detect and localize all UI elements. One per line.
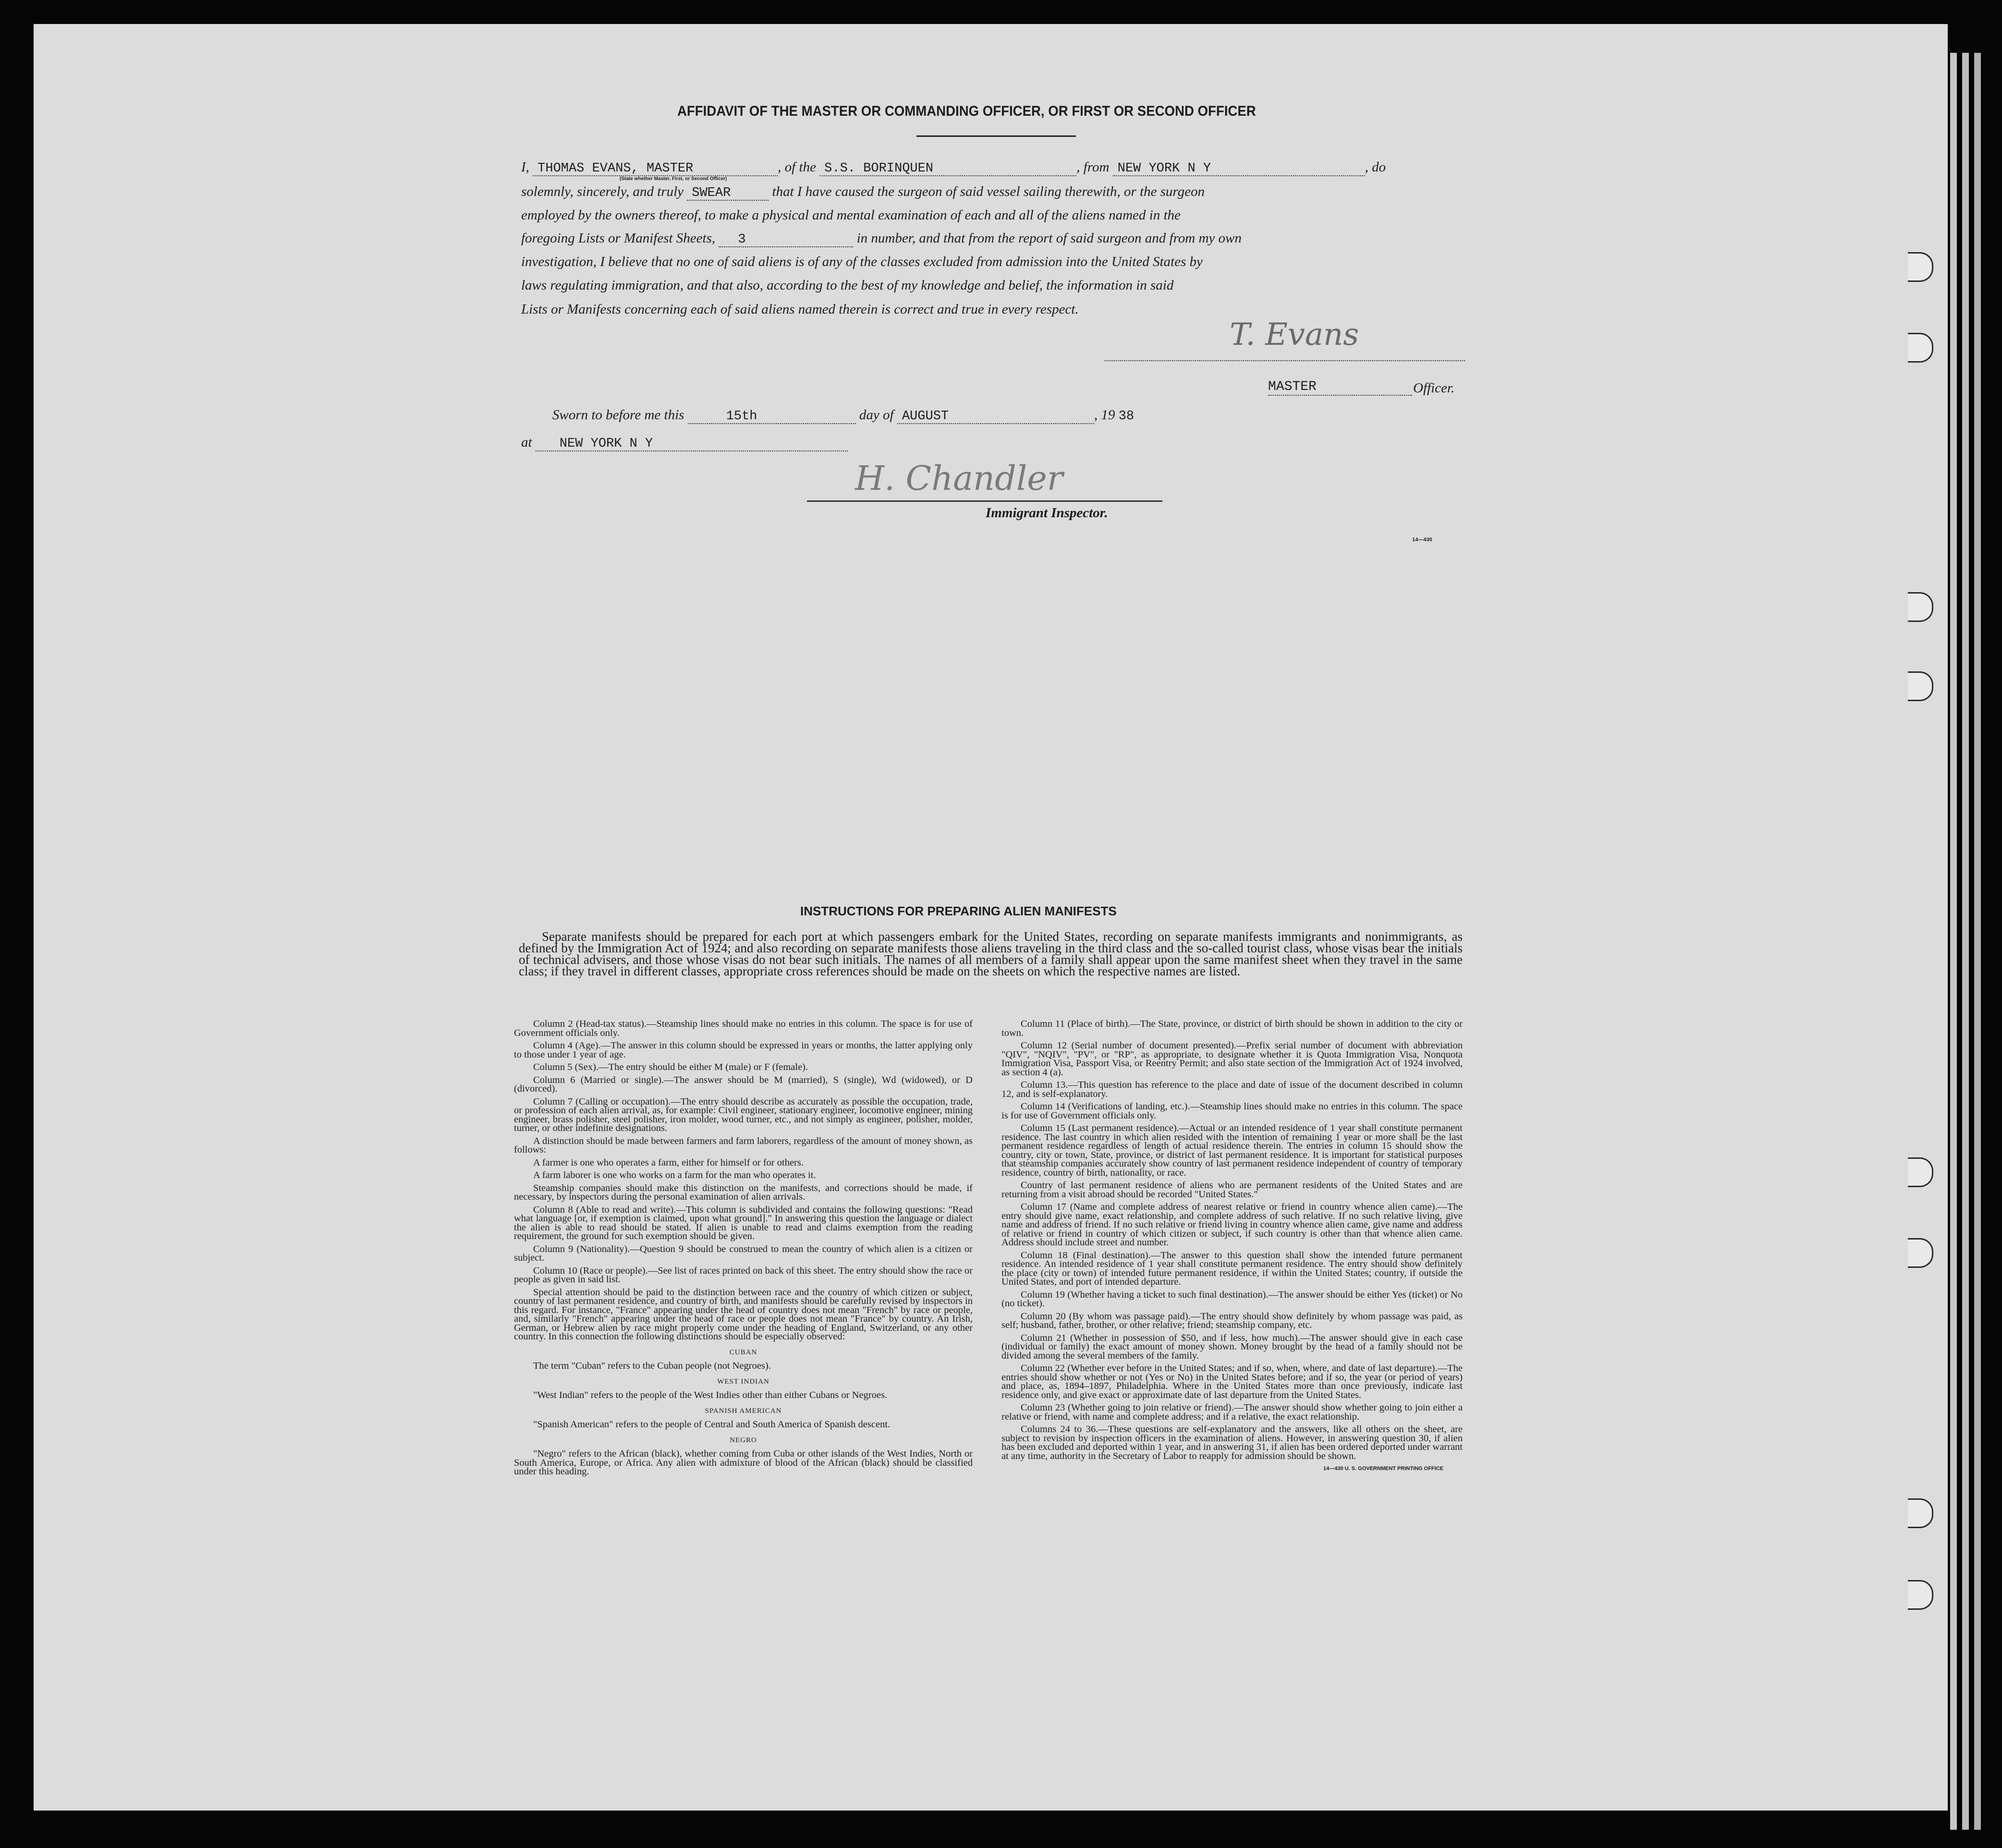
sworn-month-field: AUGUST (897, 410, 1094, 424)
instruction-paragraph: A farmer is one who operates a farm, either for himself or for others. (533, 1157, 804, 1168)
do-label: , do (1365, 159, 1386, 175)
signature-line (1105, 360, 1465, 361)
from-label: , from (1076, 159, 1110, 175)
inspector-signature: H. Chandler (855, 459, 1063, 498)
rank-line (1268, 395, 1412, 396)
instruction-paragraph: Column 8 (Able to read and write).—This column is subdivided and contains the following questions: "Read what language [or, if exemption is claimed, upon what ground]." In answering this question the language or dialect the alien is able to read should be stated. If alien is unable to read and claims exemption from the reading requirement, the ground for such exemption should be given. (514, 1204, 973, 1241)
subheading-spanish-american: SPANISH AMERICAN (705, 1407, 782, 1415)
instruction-paragraph: Column 14 (Verifications of landing, etc.).—Steamship lines should make no entries in this column. The space is for use of Government officials only. (1001, 1101, 1463, 1121)
instruction-paragraph: Column 6 (Married or single).—The answer should be M (married), S (single), Wd (widowed), or D (divorced). (514, 1074, 973, 1094)
affidavit-line-1 (521, 160, 1386, 176)
affidavit-line-5: investigation, I believe that no one of said aliens is of any of the classes excluded from admission into the United States by (521, 254, 1203, 269)
affidavit-text: foregoing Lists or Manifest Sheets, (521, 231, 716, 246)
subheading-cuban: CUBAN (729, 1348, 757, 1356)
instruction-paragraph: Column 11 (Place of birth).—The State, province, or district of birth should be shown in addition to the city or town. (1001, 1019, 1463, 1038)
subheading-west-indian: WEST INDIAN (717, 1377, 769, 1386)
instructions-title: INSTRUCTIONS FOR PREPARING ALIEN MANIFESTS (800, 904, 1117, 918)
departure-port-field: NEW YORK N Y (1113, 162, 1365, 176)
day-of-label: day of (859, 407, 894, 423)
page-edge (1974, 53, 1981, 1830)
instruction-paragraph: Column 19 (Whether having a ticket to such final destination).—The answer should be either Yes (ticket) or No (no ticket). (1001, 1289, 1463, 1309)
officer-rank-hint: (State whether Master, First, or Second Officer) (620, 176, 727, 182)
sworn-line (552, 408, 1134, 424)
at-label: at (521, 435, 532, 450)
affidavit-text: in number, and that from the report of said surgeon and from my own (856, 231, 1242, 246)
instruction-paragraph: Columns 24 to 36.—These questions are self-explanatory and the answers, like all others on the sheet, are subject to revision by inspection officers in the examination of aliens. However, in answering question 30, if alien has been excluded and deported within 1 year, and in answering 31, if alien has been ordered deported under warrant at any time, authority in the Secretary of Labor to reapply for admission should be shown. (1001, 1424, 1463, 1461)
sheet-count-field: 3 (719, 233, 853, 247)
master-signature: T. Evans (1230, 317, 1359, 353)
instruction-paragraph: "Negro" refers to the African (black), whether coming from Cuba or other islands of the West Indies, North or South America, Europe, or Africa. Any alien with admixture of blood of the African (black) should be classified under this heading. (514, 1448, 973, 1477)
sworn-label: Sworn to before me this (552, 407, 684, 423)
affidavit-text: that I have caused the surgeon of said vessel sailing therewith, or the surgeon (772, 184, 1205, 199)
instruction-paragraph: Column 13.—This question has reference to the place and date of issue of the document described in column 12, and is self-explanatory. (1001, 1080, 1463, 1099)
instruction-paragraph: Column 12 (Serial number of document presented).—Prefix serial number of document with abbreviation "QIV", "NQIV", "PV", or "RP", as appropriate, to designate whether it is Quota Immigration Visa, Nonquota Immigration Visa, Passport Visa, or Reentry Permit; and also state section of the Immigration Act of 1924 involved, as section 4 (a). (1001, 1040, 1463, 1078)
binder-hole (1908, 1157, 1933, 1187)
binder-hole (1908, 1498, 1933, 1528)
of-the-label: , of the (778, 159, 816, 175)
intro-pronoun: I, (521, 159, 529, 175)
instruction-paragraph: Column 21 (Whether in possession of $50, and if less, how much).—The answer should give in each case (individual or family) the exact amount of money shown. Money brought by the head of a family should not be divided among the several members of the family. (1001, 1332, 1463, 1361)
instruction-paragraph: Column 15 (Last permanent residence).—Actual or an intended residence of 1 year shall constitute permanent residence. The last country in which alien resided with the intention of remaining 1 year or more shall be the last permanent residence regardless of length of actual residence therein. The entries in column 15 should show the country, city or town, State, province, or district of last permanent residence. It is important for statistical purposes that steamship companies accurately show country of last permanent residence independent of country of temporary residence, country of birth, nationality, or race. (1001, 1123, 1463, 1178)
affidavit-line-7: Lists or Manifests concerning each of said aliens named therein is correct and true in every respect. (521, 302, 1079, 317)
instruction-paragraph: The term "Cuban" refers to the Cuban people (not Negroes). (533, 1361, 771, 1371)
binder-hole (1908, 671, 1933, 701)
year-prefix: , 19 (1094, 407, 1115, 423)
instruction-paragraph: "West Indian" refers to the people of the West Indies other than either Cubans or Negroes. (533, 1390, 888, 1400)
instruction-paragraph: Column 9 (Nationality).—Question 9 should be construed to mean the country of which alien is a citizen or subject. (514, 1243, 973, 1263)
instruction-paragraph: Column 18 (Final destination).—The answer to this question shall show the intended future permanent residence. An intended residence of 1 year shall constitute permanent residence. The entry should show definitely the place (city or town) of intended future permanent residence, if within the United States; country, if outside the United States, and port of intended departure. (1001, 1250, 1463, 1287)
instructions-right-column (1001, 1020, 1463, 1473)
printing-office-footer: 14—430 U. S. GOVERNMENT PRINTING OFFICE (1323, 1466, 1443, 1471)
instruction-paragraph: Column 20 (By whom was passage paid).—The entry should show definitely by whom passage was paid, as self; husband, father, brother, or other relative; friend; steamship company, etc. (1001, 1311, 1463, 1330)
intro-paragraph: Separate manifests should be prepared for each port at which passengers embark for the United States, recording on separate manifests immigrants and nonimmigrants, as defined by the Immigration Act of 1924; and also recording on separate manifests those aliens traveling in the third class and the so-called tourist class, whose visas bear the initials of technical advisers, and those whose visas do not bear such initials. The names of all members of a family shall appear upon the same manifest sheet when they travel in the same class; if they travel in different classes, appropriate cross references should be made on the sheets on which the respective names are listed. (519, 929, 1463, 978)
instruction-paragraph: A farm laborer is one who works on a farm for the man who operates it. (533, 1170, 816, 1180)
instruction-paragraph: A distinction should be made between farmers and farm laborers, regardless of the amount of money shown, as follows: (514, 1135, 973, 1155)
binder-hole (1908, 1580, 1933, 1610)
page-edge (1950, 53, 1957, 1830)
officer-name-field: THOMAS EVANS, MASTER (533, 162, 778, 176)
instruction-paragraph: Column 7 (Calling or occupation).—The entry should describe as accurately as possible the occupation, trade, or profession of each alien arrival, as, for example: Civil engineer, stationary engineer, locomotive engineer, mining engineer, brass polisher, steel polisher, iron molder, wood turner, etc., and not simply as engineer, polisher, molder, turner, or other indefinite designations. (514, 1096, 973, 1133)
sworn-day-field: 15th (688, 410, 856, 424)
sworn-place-field: NEW YORK N Y (536, 438, 848, 451)
instruction-paragraph: Column 17 (Name and complete address of nearest relative or friend in country whence alien came).—The entry should give name, exact relationship, and complete address of such relative. If no such relative living, give name and address of friend. If no such relative or friend living in country whence alien came, give name and address of relative or friend in country of which citizen or subject, if such country is other than that whence alien came. Address should include street and number. (1001, 1202, 1463, 1248)
affidavit-line-4 (521, 231, 1242, 247)
oath-field: SWEAR (687, 187, 769, 201)
instructions-left-column (514, 1020, 973, 1480)
instruction-paragraph: Column 22 (Whether ever before in the United States; and if so, when, where, and date of last departure).—The entries should show whether or not (Yes or No) in the United States before; and if so, the year (or period of years) and place, as, 1894–1897, Philadelphia. Where in the United States more than once previously, indicate last residence only, and give exact or approximate date of last departure from the United States. (1001, 1363, 1463, 1400)
binder-hole (1908, 1238, 1933, 1268)
instructions-intro (519, 931, 1463, 977)
form-number: 14—430 (1412, 537, 1432, 543)
binder-hole (1908, 592, 1933, 622)
officer-label: Officer. (1413, 380, 1455, 396)
instruction-paragraph: Steamship companies should make this distinction on the manifests, and corrections should be made, if necessary, by inspectors during the personal examination of alien arrivals. (514, 1182, 973, 1202)
instruction-paragraph: Column 23 (Whether going to join relative or friend).—The answer should show whether going to join either a relative or friend, with name and complete address; and if a relative, the exact relationship. (1001, 1402, 1463, 1422)
page-edge (1962, 53, 1969, 1830)
affidavit-line-3: employed by the owners thereof, to make a physical and mental examination of each and all of the aliens named in the (521, 207, 1181, 223)
subheading-negro: NEGRO (730, 1436, 757, 1444)
sworn-place-line (521, 436, 848, 451)
sworn-year-field: 38 (1118, 409, 1135, 424)
instruction-paragraph: Column 2 (Head-tax status).—Steamship lines should make no entries in this column. The space is for use of Government officials only. (514, 1019, 973, 1038)
instruction-paragraph: Column 4 (Age).—The answer in this column should be expressed in years or months, the latter applying only to those under 1 year of age. (514, 1040, 973, 1060)
inspector-label: Immigrant Inspector. (986, 505, 1108, 521)
vessel-name-field: S.S. BORINQUEN (819, 162, 1076, 176)
affidavit-text: solemnly, sincerely, and truly (521, 184, 684, 199)
instruction-paragraph: Column 10 (Race or people).—See list of races printed on back of this sheet. The entry should show the race or people as given in said list. (514, 1265, 973, 1285)
instruction-paragraph: Special attention should be paid to the distinction between race and the country of which citizen or subject, country of last permanent residence, and country of birth, and manifests should be carefully revised by inspectors in this regard. For instance, "France" appearing under the head of country does not mean "French" by race or people, and, similarly "French" appearing under the head of race or people does not mean "France" by country. An Irish, German, or Hebrew alien by race might properly come under the heading of England, Switzerland, or any other country. In this connection the following distinctions should be especially observed: (514, 1287, 973, 1342)
instruction-paragraph: Country of last permanent residence of aliens who are permanent residents of the United States and are returning from a visit abroad should be recorded "United States." (1001, 1180, 1463, 1200)
inspector-signature-line (807, 500, 1162, 502)
affidavit-line-2 (521, 185, 1205, 201)
binder-hole (1908, 333, 1933, 363)
instruction-paragraph: Column 5 (Sex).—The entry should be either M (male) or F (female). (533, 1062, 808, 1072)
affidavit-line-6: laws regulating immigration, and that also, according to the best of my knowledge and belief, the information in said (521, 278, 1174, 293)
instruction-paragraph: "Spanish American" refers to the people of Central and South America of Spanish descent. (533, 1419, 891, 1430)
binder-hole (1908, 252, 1933, 282)
title-rule (916, 135, 1076, 137)
rank-field: MASTER (1268, 379, 1317, 394)
affidavit-title: AFFIDAVIT OF THE MASTER OR COMMANDING OFFICER, OR FIRST OR SECOND OFFICER (677, 103, 1256, 119)
